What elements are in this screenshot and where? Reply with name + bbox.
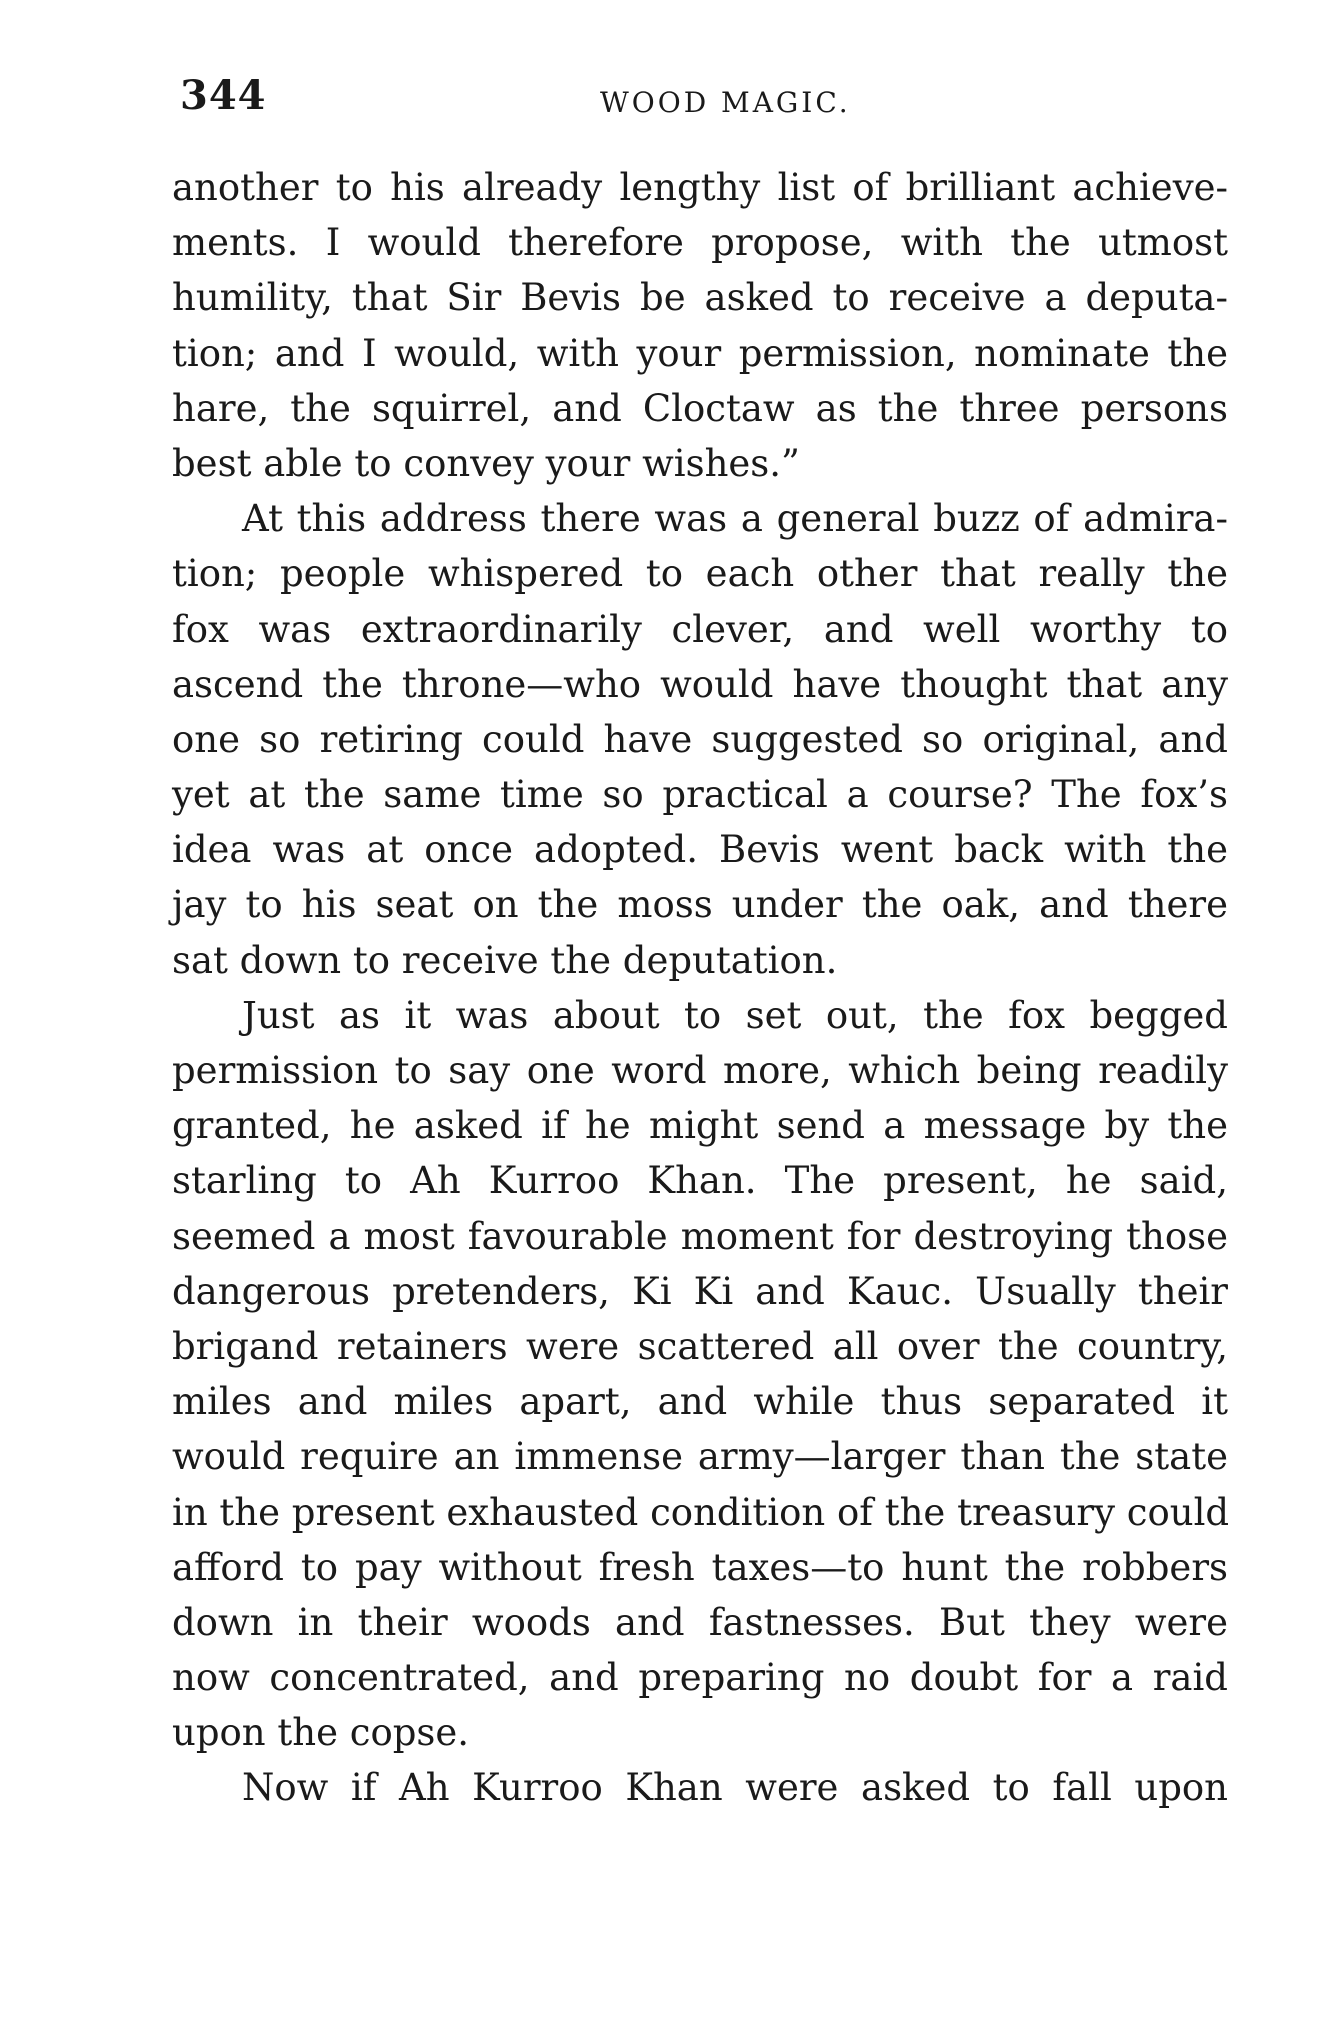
text-line: best able to convey your wishes.”: [172, 441, 800, 485]
text-line: dangerous pretenders, Ki Ki and Kauc. Usually their: [172, 1269, 1228, 1313]
text-line: permission to say one word more, which being readily: [172, 1049, 1228, 1092]
text-line: Now if Ah Kurroo Khan were asked to fall upon: [242, 1766, 1228, 1810]
text-line: starling to Ah Kurroo Khan. The present, he said,: [172, 1159, 1228, 1203]
page-header: [180, 72, 1220, 132]
paragraph-3: [172, 988, 1228, 1761]
text-line: ments. I would therefore propose, with the utmost: [172, 221, 1228, 265]
text-line: one so retiring could have suggested so original, and: [172, 717, 1228, 761]
running-title: WOOD MAGIC.: [600, 86, 851, 119]
text-line: tion; and I would, with your permission, nominate the: [172, 331, 1228, 375]
text-line: down in their woods and fastnesses. But they were: [172, 1600, 1228, 1644]
text-line: seemed a most favourable moment for destroying those: [172, 1214, 1228, 1258]
text-line: in the present exhausted condition of the treasury could: [172, 1490, 1230, 1534]
text-line: fox was extraordinarily clever, and well worthy to: [172, 607, 1228, 651]
body-text: [172, 160, 1228, 1816]
page-number: 344: [180, 72, 267, 119]
text-line: idea was at once adopted. Bevis went back with the: [172, 828, 1228, 872]
text-line: granted, he asked if he might send a message by the: [172, 1104, 1228, 1148]
text-line: another to his already lengthy list of brilliant achieve-: [172, 166, 1228, 209]
text-line: brigand retainers were scattered all over the country,: [172, 1324, 1228, 1368]
text-line: At this address there was a general buzz of admira-: [242, 497, 1228, 541]
text-line: miles and miles apart, and while thus separated it: [172, 1380, 1228, 1424]
text-line: would require an immense army—larger than the state: [172, 1435, 1228, 1479]
text-line: afford to pay without fresh taxes—to hunt the robbers: [172, 1545, 1228, 1589]
text-line: hare, the squirrel, and Cloctaw as the three persons: [172, 386, 1228, 430]
text-line: upon the copse.: [172, 1711, 470, 1755]
text-line: humility, that Sir Bevis be asked to receive a deputa-: [172, 276, 1228, 320]
text-line: now concentrated, and preparing no doubt for a raid: [172, 1656, 1228, 1700]
text-line: Just as it was about to set out, the fox begged: [242, 993, 1228, 1037]
paragraph-1: [172, 160, 1228, 491]
paragraph-2: [172, 491, 1228, 988]
text-line: yet at the same time so practical a course? The fox’s: [172, 773, 1228, 817]
text-line: jay to his seat on the moss under the oak, and there: [172, 883, 1228, 927]
text-line: sat down to receive the deputation.: [172, 938, 838, 982]
text-line: ascend the throne—who would have thought that any: [172, 662, 1228, 706]
paragraph-4: [172, 1760, 1228, 1815]
text-line: tion; people whispered to each other that really the: [172, 552, 1228, 596]
